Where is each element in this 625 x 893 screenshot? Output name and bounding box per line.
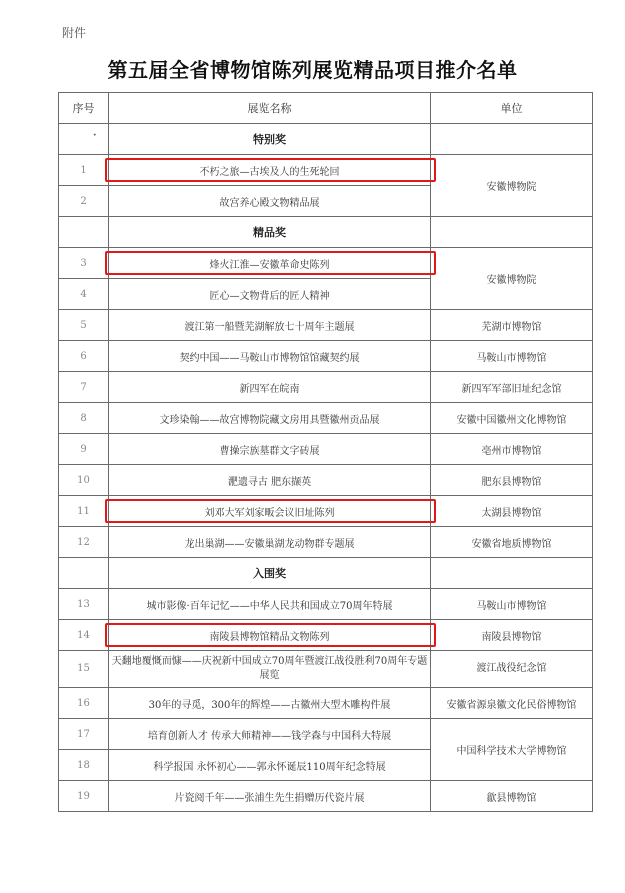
row-number: 10 (59, 465, 109, 496)
exhibition-name: 刘邓大军刘家畈会议旧址陈列 (109, 496, 431, 527)
row-number: 4 (59, 279, 109, 310)
table-row (59, 372, 593, 403)
row-number: 16 (59, 688, 109, 719)
section-row-fine (59, 217, 593, 248)
column-header-name: 展览名称 (109, 93, 431, 124)
exhibition-name: 科学报国 永怀初心——郭永怀诞辰110周年纪念特展 (109, 750, 431, 781)
exhibition-name: 故宫养心殿文物精品展 (109, 186, 431, 217)
section-row-special: · 特别奖 (59, 124, 593, 155)
column-header-unit: 单位 (431, 93, 593, 124)
unit-name: 安徽博物院 (431, 248, 593, 310)
unit-name: 安徽省地质博物馆 (431, 527, 593, 558)
unit-name: 肥东县博物馆 (431, 465, 593, 496)
page-title: 第五届全省博物馆陈列展览精品项目推介名单 (107, 58, 518, 82)
unit-name: 亳州市博物馆 (431, 434, 593, 465)
column-header-no: 序号 (59, 93, 109, 124)
unit-name: 安徽中国徽州文化博物馆 (431, 403, 593, 434)
exhibition-name: 城市影像·百年记忆——中华人民共和国成立70周年特展 (109, 589, 431, 620)
table-row (59, 620, 593, 651)
unit-name: 太湖县博物馆 (431, 496, 593, 527)
row-number: 5 (59, 310, 109, 341)
row-number: 8 (59, 403, 109, 434)
unit-name: 安徽博物院 (431, 155, 593, 217)
unit-name: 马鞍山市博物馆 (431, 341, 593, 372)
exhibition-name: 烽火江淮—安徽革命史陈列 (109, 248, 431, 279)
unit-name: 安徽省源泉徽文化民俗博物馆 (431, 688, 593, 719)
exhibition-name: 龙出巢湖——安徽巢湖龙动物群专题展 (109, 527, 431, 558)
table-header-row (59, 93, 593, 124)
row-number: 1 (59, 155, 109, 186)
row-number: 15 (59, 651, 109, 688)
exhibition-name: 不朽之旅—古埃及人的生死轮回 (109, 155, 431, 186)
table-row (59, 589, 593, 620)
exhibition-name: 片瓷阅千年——张浦生先生捐赠历代瓷片展 (109, 781, 431, 812)
exhibition-name: 天翻地覆慨而慷——庆祝新中国成立70周年暨渡江战役胜利70周年专题展览 (109, 651, 431, 688)
table-row (59, 403, 593, 434)
row-number: 13 (59, 589, 109, 620)
row-number: 18 (59, 750, 109, 781)
exhibition-name: 培育创新人才 传承大师精神——钱学森与中国科大特展 (109, 719, 431, 750)
table-row (59, 719, 593, 750)
row-number: 3 (59, 248, 109, 279)
table-row (59, 781, 593, 812)
exhibition-name: 匠心—文物背后的匠人精神 (109, 279, 431, 310)
attachment-label: 附件 (62, 26, 87, 40)
row-number: 7 (59, 372, 109, 403)
unit-name: 新四军军部旧址纪念馆 (431, 372, 593, 403)
table-row (59, 248, 593, 279)
row-number: 11 (59, 496, 109, 527)
table-row (59, 527, 593, 558)
row-number: 12 (59, 527, 109, 558)
row-number: 19 (59, 781, 109, 812)
exhibition-name: 文珍染翰——故宫博物院藏文房用具暨徽州贡品展 (109, 403, 431, 434)
exhibition-name: 曹操宗族墓群文字砖展 (109, 434, 431, 465)
table-row (59, 465, 593, 496)
unit-name: 南陵县博物馆 (431, 620, 593, 651)
table-row (59, 688, 593, 719)
row-number: 9 (59, 434, 109, 465)
row-number: 17 (59, 719, 109, 750)
section-label: 特别奖 (109, 124, 431, 155)
unit-name: 中国科学技术大学博物馆 (431, 719, 593, 781)
unit-name: 渡江战役纪念馆 (431, 651, 593, 688)
table-row (59, 310, 593, 341)
section-label: 精品奖 (109, 217, 431, 248)
exhibition-name: 新四军在皖南 (109, 372, 431, 403)
exhibition-name: 渡江第一船暨芜湖解放七十周年主题展 (109, 310, 431, 341)
award-list-table (58, 92, 593, 812)
table-row (59, 496, 593, 527)
table-row (59, 155, 593, 186)
table-row (59, 434, 593, 465)
unit-name: 歙县博物馆 (431, 781, 593, 812)
section-label: 入围奖 (109, 558, 431, 589)
table-row (59, 651, 593, 688)
exhibition-name: 30年的寻觅，300年的辉煌——古徽州大型木雕构件展 (109, 688, 431, 719)
section-row-shortlist (59, 558, 593, 589)
exhibition-name: 淝遗寻古 肥东撷英 (109, 465, 431, 496)
row-number: 2 (59, 186, 109, 217)
row-number: 14 (59, 620, 109, 651)
exhibition-name: 契约中国——马鞍山市博物馆馆藏契约展 (109, 341, 431, 372)
row-number: 6 (59, 341, 109, 372)
unit-name: 马鞍山市博物馆 (431, 589, 593, 620)
exhibition-name: 南陵县博物馆精品文物陈列 (109, 620, 431, 651)
table-row (59, 341, 593, 372)
unit-name: 芜湖市博物馆 (431, 310, 593, 341)
